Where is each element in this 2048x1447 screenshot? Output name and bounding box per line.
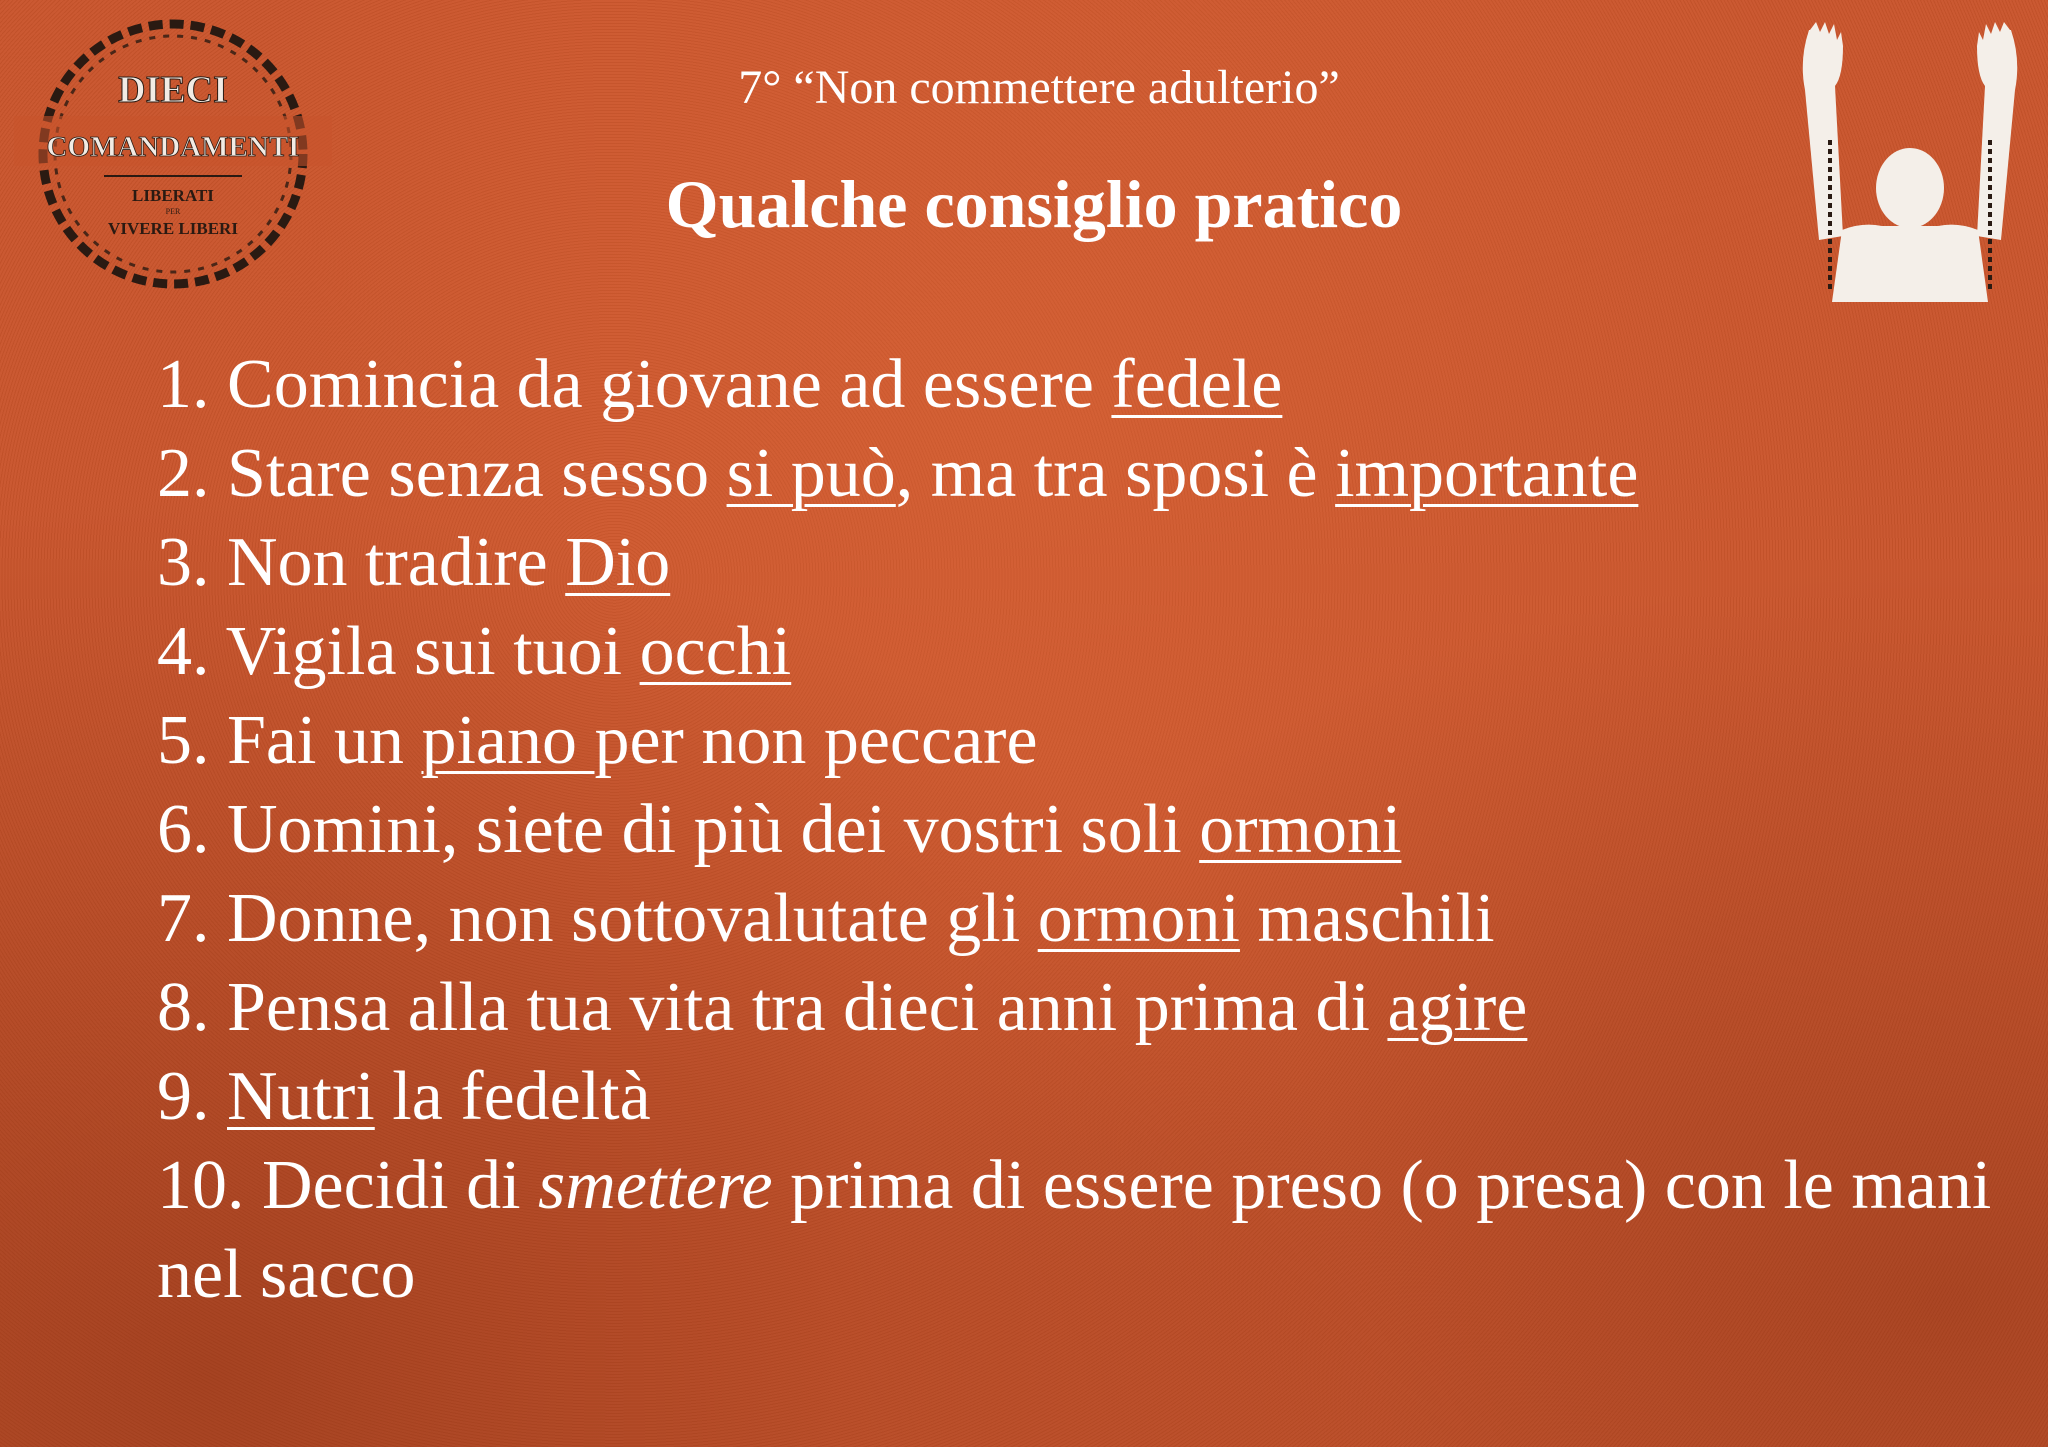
list-item-last: 10. Decidi di smettere prima di essere preso (o presa) con le mani nel sacco (157, 1147, 1992, 1313)
list-item: 4. Vigila sui tuoi occhi (157, 613, 792, 690)
italic-keyword: smettere (538, 1147, 773, 1224)
underlined-keyword: ormoni (1199, 791, 1402, 868)
underlined-keyword: si può (726, 435, 896, 512)
logo-line3: LIBERATI (132, 186, 214, 205)
logo-line4: PER (165, 207, 181, 216)
list-item: 2. Stare senza sesso si può, ma tra sposi è importante (157, 435, 1639, 512)
underlined-keyword: Nutri (227, 1058, 375, 1135)
underlined-keyword: ormoni (1037, 880, 1240, 957)
logo-line1: DIECI (118, 69, 228, 111)
list-item: 1. Comincia da giovane ad essere fedele (157, 346, 1283, 423)
dieci-comandamenti-logo (14, 4, 332, 304)
list-item: 9. Nutri la fedeltà (157, 1058, 651, 1135)
advice-list (157, 340, 2017, 1319)
commandment-subtitle: 7° “Non commettere adulterio” (738, 61, 1340, 114)
list-item: 6. Uomini, siete di più dei vostri soli ormoni (157, 791, 1402, 868)
list-item: 7. Donne, non sottovalutate gli ormoni maschili (157, 880, 1495, 957)
logo-line2: COMANDAMENTI (46, 131, 300, 163)
list-item: 3. Non tradire Dio (157, 524, 671, 601)
underlined-keyword: piano (421, 702, 595, 779)
list-item: 8. Pensa alla tua vita tra dieci anni prima di agire (157, 969, 1528, 1046)
underlined-keyword: fedele (1111, 346, 1283, 423)
page-title: Qualche consiglio pratico (665, 166, 1403, 242)
list-item: 5. Fai un piano per non peccare (157, 702, 1038, 779)
underlined-keyword: occhi (639, 613, 792, 690)
underlined-keyword: agire (1387, 969, 1528, 1046)
logo-line5: VIVERE LIBERI (108, 219, 238, 238)
underlined-keyword: Dio (565, 524, 671, 601)
underlined-keyword: importante (1335, 435, 1639, 512)
